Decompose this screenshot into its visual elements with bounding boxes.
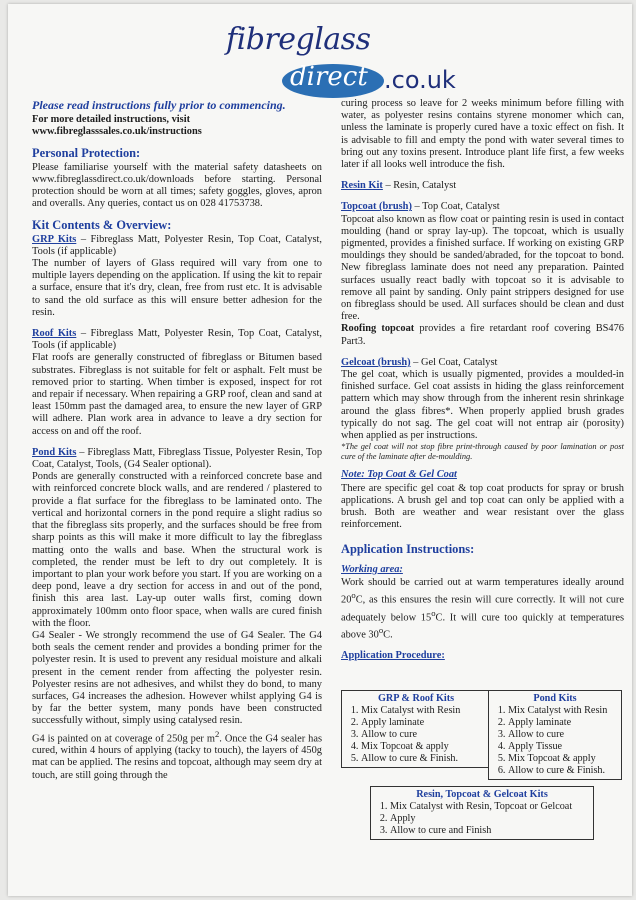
personal-protection-text: Please familiarise yourself with the material safety datasheets on www.fibreglassdirect.co.uk/downloads before starting. Personal protection should be worn at all times; safety goggles, gloves, apron and overalls. Any queries, contact us on 028 41753738. [32, 161, 322, 210]
list-item: 1. Mix Catalyst with Resin [361, 705, 484, 717]
list-item: 4. Mix Topcoat & apply [361, 741, 484, 753]
note-topcoat-gelcoat-title: Note: Top Coat & Gel Coat [341, 469, 457, 481]
working-d: C. [383, 629, 393, 641]
left-column [32, 98, 322, 782]
roof-kits-contents [32, 328, 322, 352]
logo-domain: .co.uk [384, 66, 456, 94]
list-item: 2. Apply laminate [361, 717, 484, 729]
roof-kits-text: Flat roofs are generally constructed of fibreglass or Bitumen based substrates. Fibreglass is not suitable for felt or asphalt. Felt must be removed prior to starting. When timber is exposed, inspect for rot and repair if necessary. When repairing a GRP roof, clean and sand at least 150mm past the damaged area, to ensure the new layer of GRP will adhere. Plan work area in advance to leave a dry section for access on and off the roof. [32, 352, 322, 437]
working-c: C. It will cure too quickly at temperatures above 30 [341, 612, 624, 641]
list-item: 1. Mix Catalyst with Resin, Topcoat or Gelcoat [390, 801, 587, 813]
resin-box-title: Resin, Topcoat & Gelcoat Kits [416, 789, 548, 800]
document-page [8, 4, 632, 896]
logo-word-fibreglass: fibreglass [226, 22, 371, 57]
grp-kits-text: The number of layers of Glass required will vary from one to multiple layers depending on the application. If using the kit to repair a surface, ensure that it's dry, clean, free from rust etc. It is advisable to sand the old surface as this will ensure better adhesion for the resin. [32, 258, 322, 318]
note-topcoat-gelcoat-text: There are specific gel coat & top coat products for spray or brush applications. A brush gel and top coat can only be applied with a brush. Both are weather and wear resistant over the glass reinforcement. [341, 482, 624, 531]
deg-3: o [378, 625, 384, 636]
gelcoat-name: Gelcoat (brush) [341, 356, 411, 368]
working-area-title: Working area: [341, 563, 403, 575]
brand-logo [226, 22, 466, 94]
list-item: 6. Allow to cure & Finish. [508, 765, 615, 777]
resin-kit-contents [341, 180, 624, 192]
grp-kits-list: – Fibreglass Matt, Polyester Resin, Top Coat, Catalyst, Tools (if applicable) [32, 233, 322, 257]
list-item: 3. Allow to cure and Finish [390, 825, 587, 837]
curing-continued-text: curing process so leave for 2 weeks minimum before filling with water, as polyester resins contains styrene monomer which can, unless the laminate is properly cured have a toxic effect on fish. It is advisable to fill and empty the pond with water several times to bring out any toxins present. Introduce plant life first, a few weeks later if all looks well introduce the fish. [341, 98, 624, 171]
gelcoat-contents [341, 357, 624, 369]
gelcoat-text: The gel coat, which is usually pigmented, provides a moulded-in finished surface. Gel coat assists in hiding the glass reinforcement pattern which may show through from the inherent resin shrinkage around the glass fibres*. When properly applied brush grades typically do not sag. The gel coat will not entrap air (porosity) when applied as per instructions. [341, 369, 624, 442]
grp-roof-steps [348, 705, 484, 765]
pond-kits-contents [32, 447, 322, 471]
grp-roof-procedure-box [341, 690, 491, 768]
resin-kit-name: Resin Kit [341, 180, 383, 192]
more-info-line1: For more detailed instructions, visit [32, 114, 191, 125]
working-area-text [341, 577, 624, 642]
g4-coverage-a: G4 is painted on at coverage of 250g per m [32, 733, 215, 745]
list-item: 4. Apply Tissue [508, 741, 615, 753]
pond-kits-name: Pond Kits [32, 446, 77, 458]
deg-2: o [431, 607, 436, 618]
roof-kits-list: – Fibreglass Matt, Polyester Resin, Top Coat, Catalyst, Tools (if applicable) [32, 328, 322, 352]
g4-coverage-b: . Once the G4 sealer has cured, within 4 hours of applying (tacky to touch), the layers of 450g mat can be applied. The resins and topcoat, although may seem dry at touch, are still going through the [32, 733, 323, 781]
g4-coverage-text [32, 728, 322, 782]
topcoat-list: – Top Coat, Catalyst [411, 201, 500, 213]
kit-contents-title: Kit Contents & Overview: [32, 218, 172, 233]
right-column [341, 98, 624, 662]
roofing-topcoat-desc: provides a fire retardant roof covering BS476 Part3. [341, 323, 624, 347]
personal-protection-title: Personal Protection: [32, 146, 141, 161]
roofing-topcoat-text [341, 323, 624, 347]
topcoat-text: Topcoat also known as flow coat or painting resin is used in contact moulding (hand or spray lay-up). The topcoat, which is usually pigmented, provides a finished surface. If working on existing GRP mouldings they should be sanded/abraded, for the topcoat to bond. New fibreglass laminate does not need any preparation. Painted surfaces usually react badly with topcoat so it is advisable to remove all paint by sanding. Only paint strippers designed for use on fibreglass should be used. All surfaces should be clean and dust free. [341, 213, 624, 323]
roof-kits-name: Roof Kits [32, 328, 77, 340]
list-item: 3. Allow to cure [361, 729, 484, 741]
topcoat-contents [341, 201, 624, 213]
list-item: 5. Mix Topcoat & apply [508, 753, 615, 765]
application-title: Application Instructions: [341, 542, 475, 557]
list-item: 2. Apply [390, 813, 587, 825]
list-item: 1. Mix Catalyst with Resin [508, 705, 615, 717]
list-item: 3. Allow to cure [508, 729, 615, 741]
working-a: Work should be carried out at warm temperatures ideally around 20 [341, 576, 624, 606]
intro-heading: Please read instructions fully prior to commencing. [32, 98, 286, 112]
gelcoat-list: – Gel Coat, Catalyst [410, 356, 498, 368]
resin-kit-list: – Resin, Catalyst [382, 180, 457, 192]
pond-steps [495, 705, 615, 777]
g4-coverage-sup: 2 [214, 728, 220, 739]
working-b: C, as this ensures the resin will cure correctly. It will not cure adequately below 15 [341, 594, 624, 624]
pond-procedure-box [488, 690, 622, 780]
gelcoat-footnote: *The gel coat will not stop fibre print-through caused by poor lamination or post cure of the laminate after de-moulding. [341, 442, 624, 461]
more-info-link[interactable]: www.fibreglasssales.co.uk/instructions [32, 126, 202, 138]
roofing-topcoat-label: Roofing topcoat [341, 323, 415, 335]
list-item: 5. Allow to cure & Finish. [361, 753, 484, 765]
g4-sealer-text: G4 Sealer - We strongly recommend the use of G4 Sealer. The G4 both seals the cement render and provides a bonding primer for the polyester resin. It is used to prevent any residual moisture and alkali present in the cement render from affecting the polyester resin. Polyester resins are not adhesives, and whilst they do bond, to many surfaces, G4 increases the adhesion. However whilst applying G4 is by far the better system, many ponds have been constructed successfully without, simply using catalysed resin. [32, 629, 322, 727]
grp-kits-name: GRP Kits [32, 233, 77, 245]
pond-kits-list: – Fibreglass Matt, Fibreglass Tissue, Polyester Resin, Top Coat, Catalyst, Tools, (G4 Sealer optional). [32, 446, 323, 471]
topcoat-name: Topcoat (brush) [341, 201, 412, 213]
resin-steps [377, 801, 587, 837]
logo-word-direct: direct [290, 62, 368, 92]
grp-roof-box-title: GRP & Roof Kits [377, 693, 455, 704]
resin-procedure-box [370, 786, 594, 840]
pond-box-title: Pond Kits [533, 693, 577, 704]
deg-1: o [351, 590, 356, 601]
application-procedure-title: Application Procedure: [341, 650, 445, 662]
list-item: 2. Apply laminate [508, 717, 615, 729]
grp-kits-contents [32, 234, 322, 258]
pond-kits-text: Ponds are generally constructed with a reinforced concrete base and with reinforced concrete block walls, and are rendered / plastered to provide a flat surface for the fibreglass to be laminated onto. The vertical and horizontal corners in the pond require a slight radius so that the fibreglass sits properly, and the surfaces should be free from sharp points as this will make it more difficult to lay the fibreglass matting onto the walls and base. When the structural work is completed, the render must be left to dry out completely. It is important to plan your work before you start. If you are working on a deep pond, leave a dry section for access in and out of the pond, finish this area last. Lay-up outer walls first, coming down approximately 100mm onto floor space, when walls are cured finish with the floor. [32, 471, 322, 629]
